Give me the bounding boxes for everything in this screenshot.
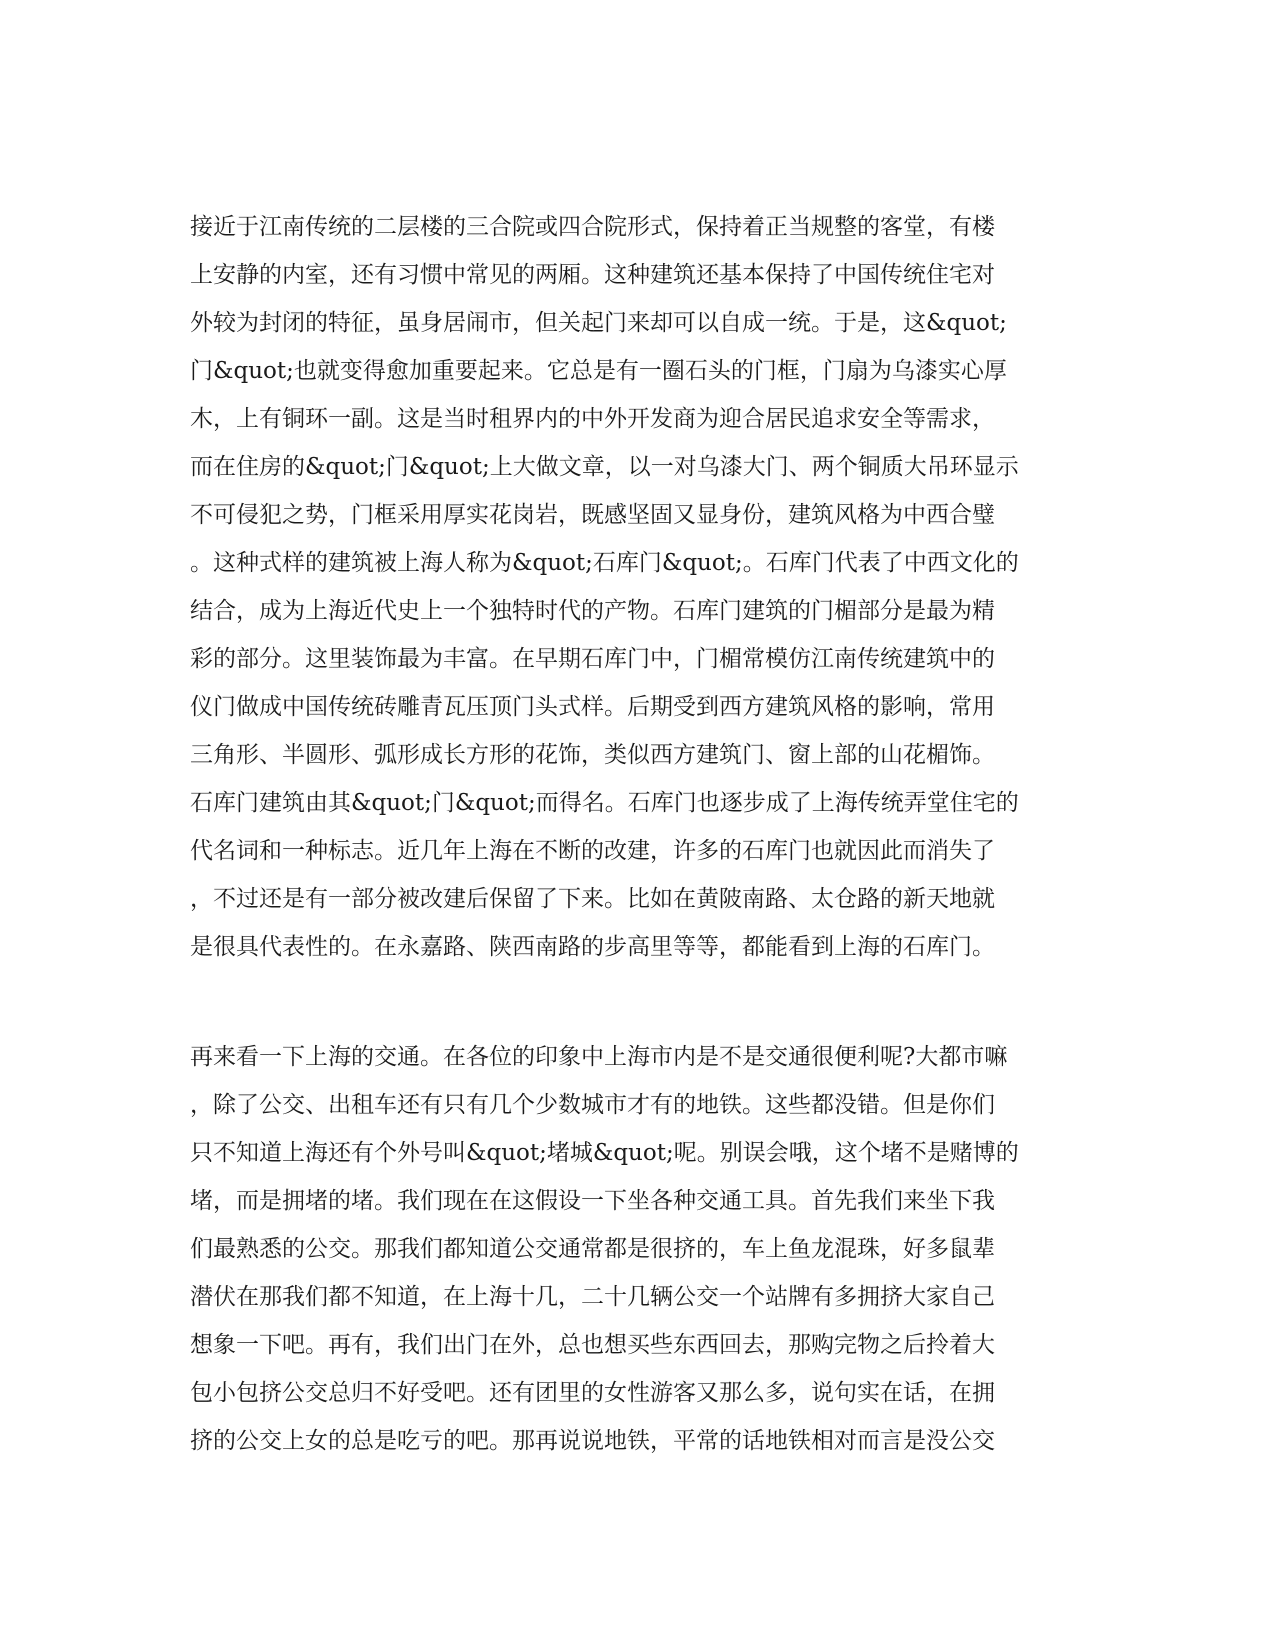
text-line: 们最熟悉的公交。那我们都知道公交通常都是很挤的，车上鱼龙混珠，好多鼠辈 [190,1236,995,1262]
text-line: 再来看一下上海的交通。在各位的印象中上海市内是不是交通很便利呢?大都市嘛 [190,1044,1008,1070]
text-line: 石库门建筑由其&quot;门&quot;而得名。石库门也逐步成了上海传统弄堂住宅的 [190,790,1019,816]
text-line: 接近于江南传统的二层楼的三合院或四合院形式，保持着正当规整的客堂，有楼 [190,214,995,240]
text-line: 包小包挤公交总归不好受吧。还有团里的女性游客又那么多，说句实在话，在拥 [190,1380,995,1406]
text-line: 堵，而是拥堵的堵。我们现在在这假设一下坐各种交通工具。首先我们来坐下我 [190,1188,995,1214]
text-line: 三角形、半圆形、弧形成长方形的花饰，类似西方建筑门、窗上部的山花楣饰。 [190,742,995,768]
text-line: 想象一下吧。再有，我们出门在外，总也想买些东西回去，那购完物之后拎着大 [190,1332,995,1358]
text-line: 只不知道上海还有个外号叫&quot;堵城&quot;呢。别误会哦，这个堵不是赌博的 [190,1140,1019,1166]
text-line: ，不过还是有一部分被改建后保留了下来。比如在黄陂南路、太仓路的新天地就 [190,886,995,912]
text-line: 不可侵犯之势，门框采用厚实花岗岩，既感坚固又显身份，建筑风格为中西合璧 [190,502,995,528]
paragraph-shikumen [190,203,1070,971]
paragraph-transport [190,1033,1070,1465]
text-line: ，除了公交、出租车还有只有几个少数城市才有的地铁。这些都没错。但是你们 [190,1092,995,1118]
text-line: 木，上有铜环一副。这是当时租界内的中外开发商为迎合居民追求安全等需求， [190,406,995,432]
text-line: 潜伏在那我们都不知道，在上海十几，二十几辆公交一个站牌有多拥挤大家自己 [190,1284,995,1310]
text-line: 仪门做成中国传统砖雕青瓦压顶门头式样。后期受到西方建筑风格的影响，常用 [190,694,995,720]
text-line: 结合，成为上海近代史上一个独特时代的产物。石库门建筑的门楣部分是最为精 [190,598,995,624]
text-line: 彩的部分。这里装饰最为丰富。在早期石库门中，门楣常模仿江南传统建筑中的 [190,646,995,672]
text-line: 是很具代表性的。在永嘉路、陕西南路的步高里等等，都能看到上海的石库门。 [190,934,995,960]
text-line: 挤的公交上女的总是吃亏的吧。那再说说地铁，平常的话地铁相对而言是没公交 [190,1428,995,1454]
text-line: 。这种式样的建筑被上海人称为&quot;石库门&quot;。石库门代表了中西文化的 [190,550,1019,576]
text-line: 门&quot;也就变得愈加重要起来。它总是有一圈石头的门框，门扇为乌漆实心厚 [190,358,1007,384]
text-line: 而在住房的&quot;门&quot;上大做文章，以一对乌漆大门、两个铜质大吊环显示 [190,454,1019,480]
text-line: 代名词和一种标志。近几年上海在不断的改建，许多的石库门也就因此而消失了 [190,838,995,864]
text-line: 外较为封闭的特征，虽身居闹市，但关起门来却可以自成一统。于是，这&quot; [190,310,1007,336]
text-line: 上安静的内室，还有习惯中常见的两厢。这种建筑还基本保持了中国传统住宅对 [190,262,995,288]
